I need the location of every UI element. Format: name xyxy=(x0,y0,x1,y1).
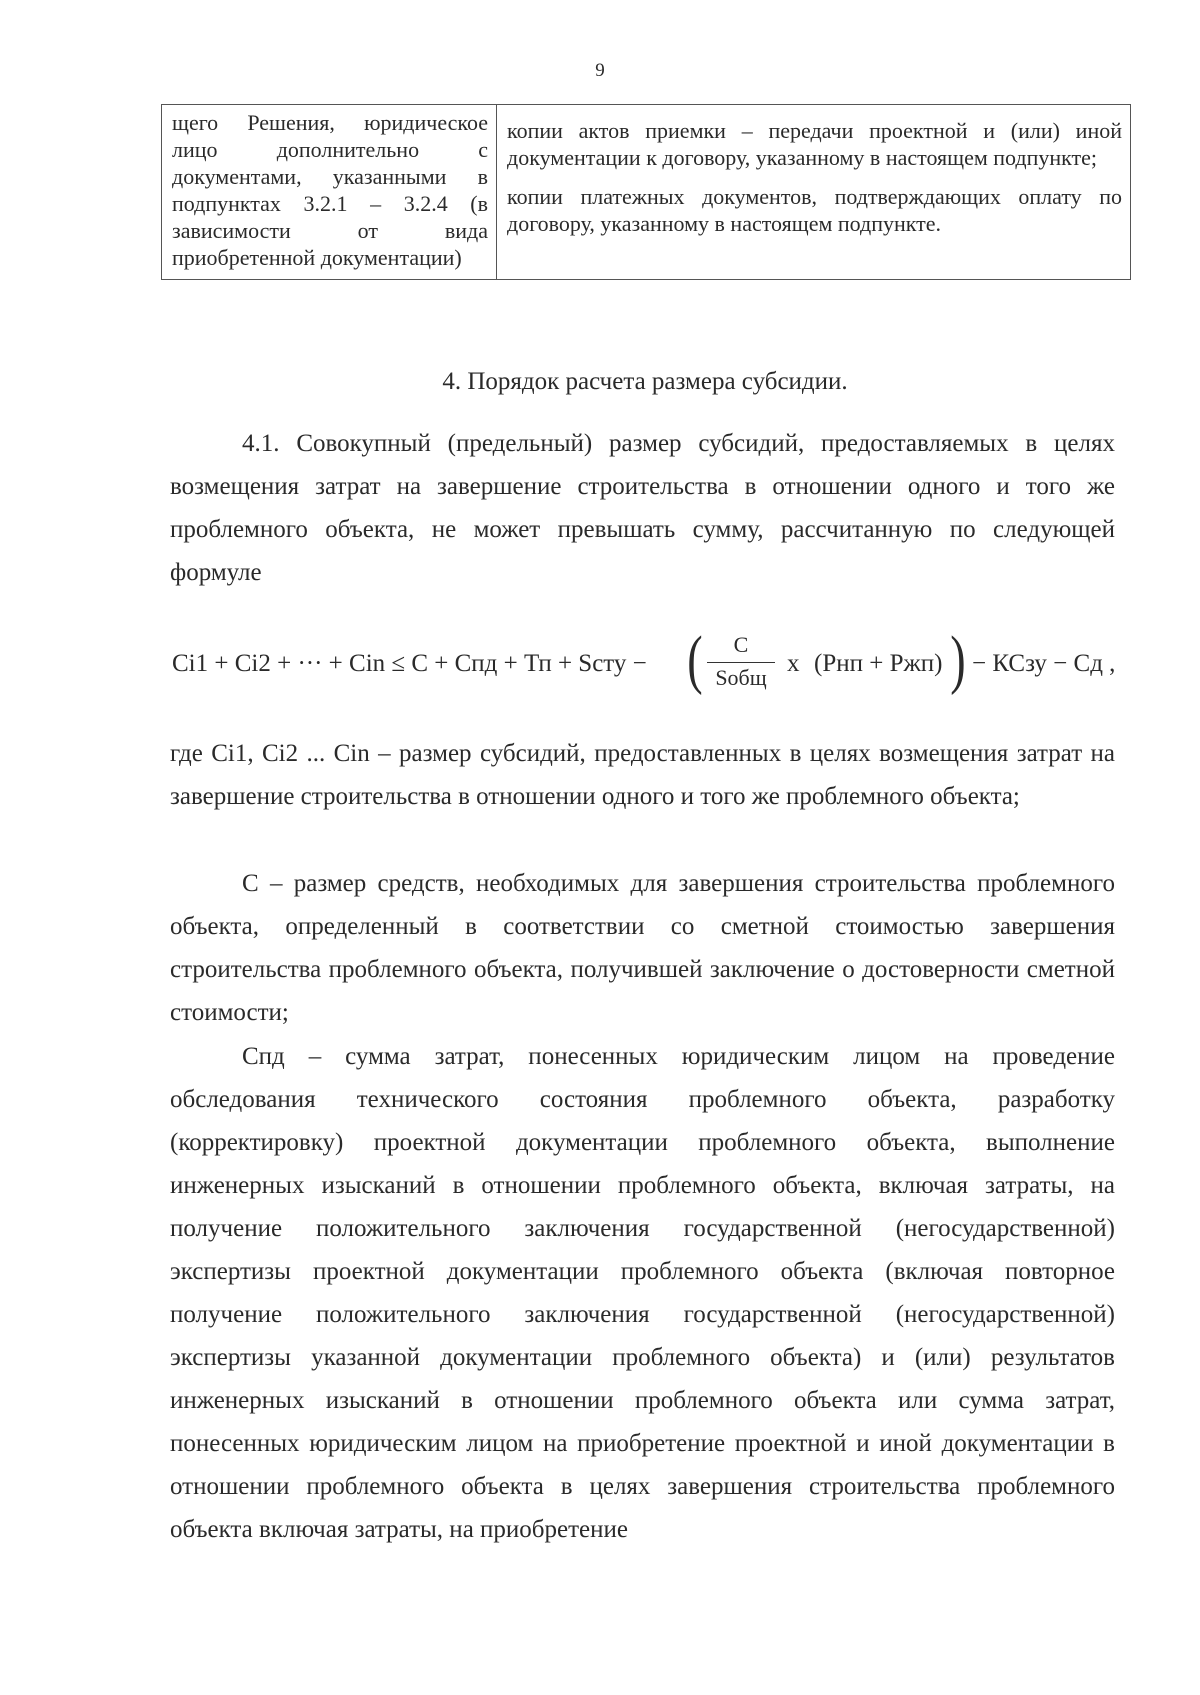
formula-multiply: x xyxy=(787,650,800,677)
subsidy-formula xyxy=(172,623,1122,700)
page-number: 9 xyxy=(595,60,605,81)
table-cell-right xyxy=(497,105,1131,280)
fraction-numerator: C xyxy=(707,632,775,663)
formula-fraction xyxy=(707,632,775,691)
definition-where: где Ci1, Ci2 ... Cin – размер субсидий, предоставленных в целях возмещения затрат на завершение строительства в отношении одного и того же проблемного объекта; xyxy=(170,740,1115,810)
formula-open-paren: ( xyxy=(687,623,703,696)
definition-cpd: Спд – сумма затрат, понесенных юридическим лицом на проведение обследования технического состояния проблемного объекта, разработку (корректировку) проектной документации проблемного объекта, выполнение инженерных изысканий в отношении проблемного объекта, включая затраты, на получение положительного заключения государственной (негосударственной) экспертизы проектной документации проблемного объекта (включая повторное получение положительного заключения государственной (негосударственной) экспертизы указанной документации проблемного объекта) и (или) результатов инженерных изысканий в отношении проблемного объекта или сумма затрат, понесенных юридическим лицом на приобретение проектной и иной документации в отношении проблемного объекта в целях завершения строительства проблемного объекта включая затраты, на приобретение xyxy=(170,1043,1115,1543)
formula-bracket-expr: (Pнп + Pжп) xyxy=(814,650,943,677)
formula-right-part: − КСзу − Сд , xyxy=(972,650,1116,677)
continuation-table xyxy=(161,104,1131,280)
section-heading: 4. Порядок расчета размера субсидии. xyxy=(442,368,848,395)
fraction-denominator: Sобщ xyxy=(715,665,767,690)
table-row xyxy=(162,105,1131,280)
list-item: копии актов приемки – передачи проектной и (или) иной документации к договору, указанному в настоящем подпункте; xyxy=(507,118,1122,170)
table-cell-left: щего Решения, юридическое лицо дополнительно с документами, указанными в подпунктах 3.2.1 – 3.2.4 (в зависимости от вида приобретенной документации) xyxy=(162,105,497,280)
list-item: копии платежных документов, подтверждающих оплату по договору, указанному в настоящем подпункте. xyxy=(507,184,1122,236)
definition-c: С – размер средств, необходимых для завершения строительства проблемного объекта, определенный в соответствии со сметной стоимостью завершения строительства проблемного объекта, получившей заключение о достоверности сметной стоимости; xyxy=(170,870,1115,1026)
formula-close-paren: ) xyxy=(950,623,966,696)
formula-left-part: Ci1 + Ci2 + ··· + Cin ≤ C + Cпд + Тп + Sсту − xyxy=(172,650,647,677)
paragraph-4-1: 4.1. Совокупный (предельный) размер субсидий, предоставляемых в целях возмещения затрат на завершение строительства в отношении одного и того же проблемного объекта, не может превышать сумму, рассчитанную по следующей формуле xyxy=(170,430,1115,586)
